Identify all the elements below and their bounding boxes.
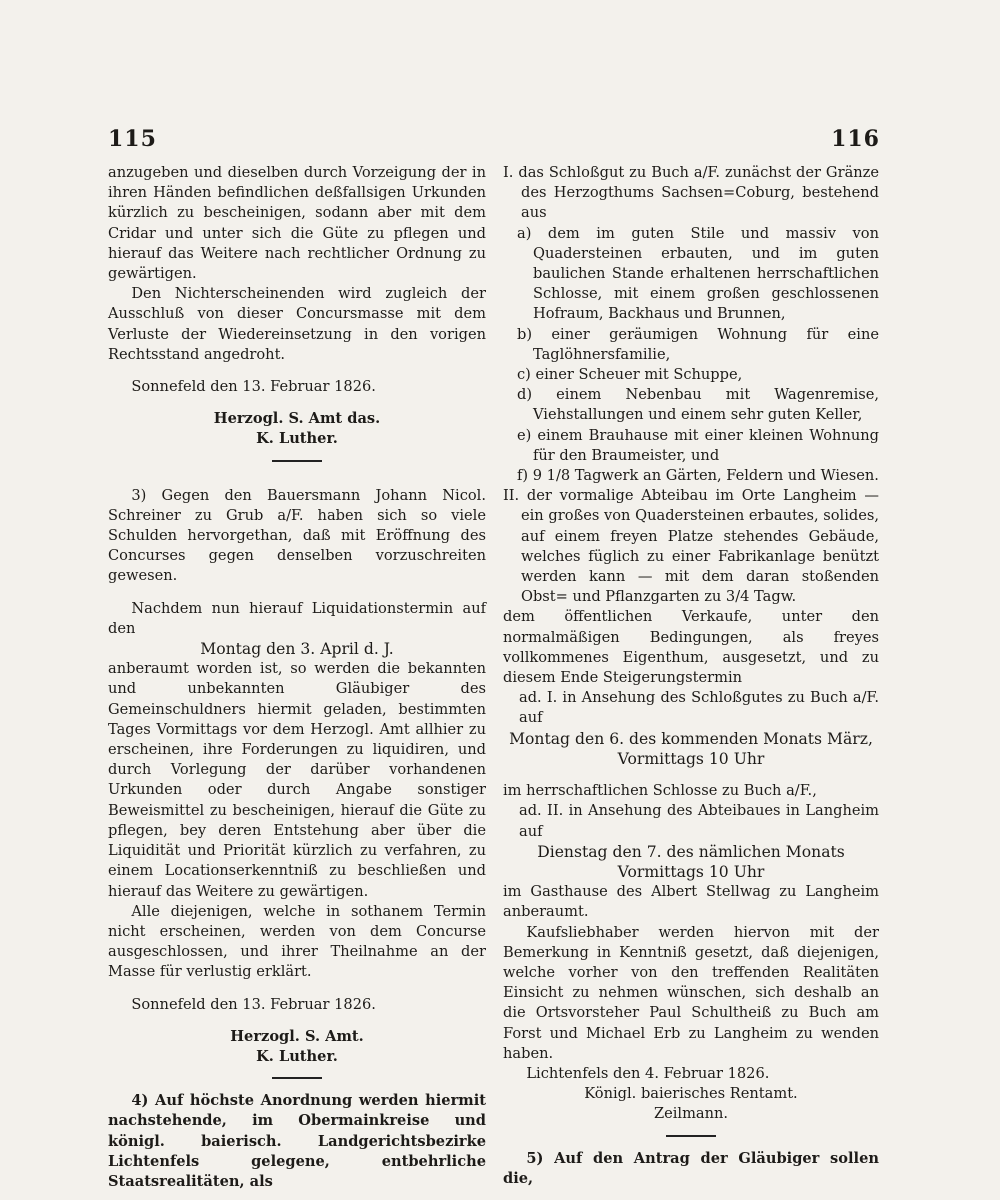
paragraph: Kaufsliebhaber werden hiervon mit der Bemerkung in Kenntniß gesetzt, daß diejenigen, welche vorher von den treffenden Realitäten Einsicht zu nehmen wünschen, sich deshalb an die Ortsvorsteher Paul Schultheiß zu Buch am Forst und Michael Erb zu Langheim zu wenden haben. — [503, 923, 879, 1062]
paragraph: im Gasthause des Albert Stellwag zu Langheim anberaumt. — [503, 883, 879, 921]
list-item: e) einem Brauhause mit einer kleinen Wohnung für den Braumeister, und — [517, 426, 879, 464]
signature-office: Königl. baierisches Rentamt. — [584, 1085, 798, 1103]
section-divider — [666, 1135, 716, 1137]
signature-office: Herzogl. S. Amt. — [230, 1027, 364, 1045]
paragraph: Nachdem nun hierauf Liquidationstermin auf den — [108, 599, 486, 637]
list-item: c) einer Scheuer mit Schuppe, — [517, 366, 743, 384]
list-item: b) einer geräumigen Wohnung für eine Taglöhnersfamilie, — [517, 325, 879, 363]
list-item: I. das Schloßgut zu Buch a/F. zunächst der Gränze des Herzogthums Sachsen=Coburg, bestehend aus — [503, 164, 879, 222]
right-column — [503, 163, 879, 1189]
paragraph: ad. II. in Ansehung des Abteibaues in Langheim auf — [519, 802, 879, 840]
signature-name: K. Luther. — [256, 1047, 338, 1065]
signature-office: Herzogl. S. Amt das. — [213, 410, 381, 428]
paragraph: ad. I. in Ansehung des Schloßgutes zu Buch a/F. auf — [519, 689, 879, 727]
term-date: Montag den 6. des kommenden Monats März, — [509, 729, 873, 748]
term-date: Montag den 3. April d. J. — [200, 640, 394, 659]
list-item: d) einem Nebenbau mit Wagenremise, Viehstallungen und einem sehr guten Keller, — [517, 386, 879, 424]
section-divider — [272, 1077, 322, 1079]
page-number-right: 116 — [831, 126, 880, 152]
paragraph: im herrschaftlichen Schlosse zu Buch a/F., — [503, 782, 817, 800]
term-date: Dienstag den 7. des nämlichen Monats — [537, 842, 845, 861]
left-column — [108, 163, 486, 1192]
paragraph: 3) Gegen den Bauersmann Johann Nicol. Schreiner zu Grub a/F. haben sich so viele Schulden hervorgethan, daß mit Eröffnung des Concurses gegen denselben vorzuschreiten gewesen. — [108, 486, 486, 585]
page-number-left: 115 — [108, 126, 157, 152]
signature-name: K. Luther. — [256, 430, 338, 448]
paragraph: 5) Auf den Antrag der Gläubiger sollen die, — [503, 1149, 879, 1187]
paragraph: anberaumt worden ist, so werden die bekannten und unbekannten Gläubiger des Gemeinschuldners hiermit geladen, bestimmten Tages Vormittags vor dem Herzogl. Amt allhier zu erscheinen, ihre Forderungen zu liquidiren, und durch Vorlegung der darüber vorhandenen Urkunden oder durch Angabe sonstiger Beweismittel zu bescheinigen, hierauf die Güte zu pflegen, bey deren Entstehung aber über die Liquidität und Priorität kürzlich zu verfahren, zu einem Locationserkenntniß zu beschließen und hierauf das Weitere zu gewärtigen. — [108, 660, 486, 900]
paragraph: Alle diejenigen, welche in sothanem Termin nicht erscheinen, werden von dem Concurse ausgeschlossen, und ihrer Theilnahme an der Masse für verlustig erklärt. — [108, 902, 486, 981]
list-item: II. der vormalige Abteibau im Orte Langheim — ein großes von Quadersteinen erbautes, solides, auf einem freyen Platze stehendes Gebäude, welches füglich zu einer Fabrikanlage benützt werden kann — mit dem daran stoßenden Obst= und Pflanzgarten zu 3/4 Tagw. — [503, 487, 879, 606]
date-line: Lichtenfels den 4. Februar 1826. — [526, 1064, 770, 1082]
date-line: Sonnefeld den 13. Februar 1826. — [131, 995, 376, 1013]
signature-name: Zeilmann. — [653, 1105, 729, 1123]
term-time: Vormittags 10 Uhr — [617, 749, 765, 768]
date-line: Sonnefeld den 13. Februar 1826. — [131, 378, 376, 396]
paragraph: anzugeben und dieselben durch Vorzeigung der in ihren Händen befindlichen deßfallsigen Urkunden kürzlich zu bescheinigen, sodann aber mit dem Cridar und unter sich die Güte zu pflegen und hierauf das Weitere nach rechtlicher Ordnung zu gewärtigen. — [108, 164, 486, 283]
paragraph: Den Nichterscheinenden wird zugleich der Ausschluß von dieser Concursmasse mit dem Verluste der Wiedereinsetzung in den vorigen Rechtsstand angedroht. — [108, 285, 486, 363]
term-time: Vormittags 10 Uhr — [617, 862, 765, 881]
list-item: a) dem im guten Stile und massiv von Quadersteinen erbauten, und im guten baulichen Stande erhaltenen herrschaftlichen Schlosse, mit einem großen geschlossenen Hofraum, Backhaus und Brunnen, — [517, 224, 879, 323]
section-divider — [272, 460, 322, 462]
paragraph: 4) Auf höchste Anordnung werden hiermit nachstehende, im Obermainkreise und königl. baierisch. Landgerichtsbezirke Lichtenfels gelegene, entbehrliche Staatsrealitäten, als — [108, 1092, 486, 1190]
paragraph: dem öffentlichen Verkaufe, unter den normalmäßigen Bedingungen, als freyes vollkommenes Eigenthum, ausgesetzt, und zu diesem Ende Steigerungstermin — [503, 608, 879, 687]
list-item: f) 9 1/8 Tagwerk an Gärten, Feldern und Wiesen. — [517, 467, 879, 485]
